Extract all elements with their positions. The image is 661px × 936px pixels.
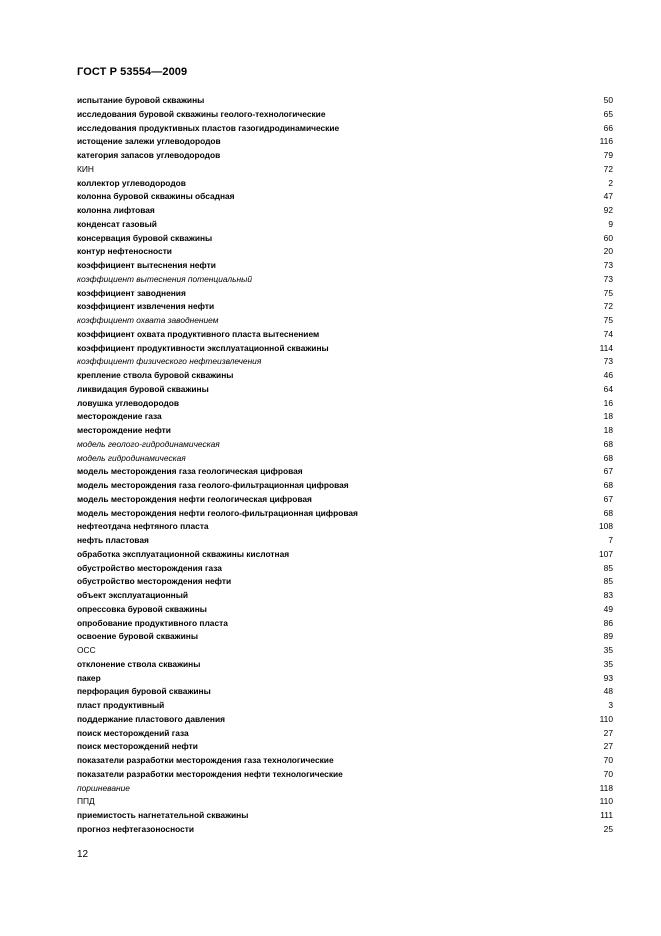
index-entry	[77, 369, 613, 383]
index-entry	[77, 204, 613, 218]
index-entry	[77, 479, 613, 493]
index-term: обустройство месторождения нефти	[77, 576, 232, 587]
index-term: модель месторождения газа геолого-фильтрационная цифровая	[77, 480, 349, 490]
index-page-ref: 67	[603, 466, 613, 477]
index-term: опробование продуктивного пласта	[77, 617, 228, 628]
index-page-ref: 46	[603, 370, 613, 380]
index-term: нефть пластовая	[77, 535, 149, 545]
index-page-ref: 89	[603, 631, 613, 642]
index-term: коллектор углеводородов	[77, 177, 186, 188]
index-term: коэффициент охвата заводнением	[77, 315, 219, 325]
index-entry	[77, 163, 613, 177]
index-term: коэффициент извлечения нефти	[77, 301, 215, 312]
index-term: коэффициент вытеснения потенциальный	[77, 273, 252, 284]
index-entry	[77, 589, 613, 603]
index-page-ref: 47	[603, 191, 613, 202]
index-page-ref: 68	[603, 507, 613, 518]
index-term: модель геолого-гидродинамическая	[77, 438, 220, 449]
index-page-ref: 60	[603, 232, 613, 243]
index-entry	[77, 795, 613, 809]
index-entry	[77, 562, 613, 576]
index-page-ref: 7	[608, 535, 613, 545]
index-term: поиск месторождений нефти	[77, 741, 198, 752]
index-entry	[77, 603, 613, 617]
index-term: объект эксплуатационный	[77, 590, 188, 600]
index-page-ref: 73	[603, 273, 613, 284]
index-entry	[77, 397, 613, 411]
index-page-ref: 66	[603, 122, 613, 133]
index-entry	[77, 259, 613, 273]
index-term: поршневание	[77, 782, 130, 793]
index-entry	[77, 94, 613, 108]
index-term: месторождение газа	[77, 411, 162, 422]
index-term: ППД	[77, 796, 95, 807]
index-page-ref: 9	[608, 218, 613, 229]
index-term: пласт продуктивный	[77, 700, 165, 710]
index-page-ref: 111	[600, 810, 613, 820]
index-entry	[77, 135, 613, 149]
index-page-ref: 114	[599, 342, 613, 353]
index-page-ref: 118	[599, 782, 613, 793]
index-entry	[77, 424, 613, 438]
index-entry	[77, 410, 613, 424]
index-entry	[77, 149, 613, 163]
index-entry	[77, 300, 613, 314]
index-entry	[77, 768, 613, 782]
index-entry	[77, 190, 613, 204]
index-entry	[77, 534, 613, 548]
index-page-ref: 72	[603, 301, 613, 312]
index-term: коэффициент вытеснения нефти	[77, 260, 216, 270]
index-page-ref: 110	[599, 713, 613, 724]
index-entry	[77, 809, 613, 823]
index-page-ref: 2	[608, 177, 613, 188]
index-page-ref: 35	[603, 658, 613, 669]
index-page-ref: 68	[603, 480, 613, 490]
index-page-ref: 18	[603, 425, 613, 435]
index-term: колонна лифтовая	[77, 205, 155, 215]
index-page-ref: 68	[603, 438, 613, 449]
index-page-ref: 35	[603, 645, 613, 655]
index-entry	[77, 438, 613, 452]
index-entry	[77, 314, 613, 328]
index-term: исследования продуктивных пластов газогидродинамические	[77, 122, 340, 133]
index-entry	[77, 727, 613, 741]
index-term: поддержание пластового давления	[77, 713, 225, 724]
index-page-ref: 85	[603, 562, 613, 573]
index-term: истощение залежи углеводородов	[77, 136, 221, 147]
index-term: опрессовка буровой скважины	[77, 603, 207, 614]
index-term: конденсат газовый	[77, 218, 157, 229]
index-page-ref: 70	[603, 768, 613, 779]
index-page-ref: 49	[603, 603, 613, 614]
index-term: испытание буровой скважины	[77, 95, 205, 105]
index-term: показатели разработки месторождения нефти технологические	[77, 768, 343, 779]
index-term: модель месторождения газа геологическая цифровая	[77, 466, 303, 477]
index-page-ref: 73	[603, 356, 613, 367]
index-entry	[77, 465, 613, 479]
index-entry	[77, 658, 613, 672]
alphabetical-index	[77, 94, 613, 837]
index-page-ref: 75	[603, 287, 613, 298]
index-page-ref: 107	[599, 548, 613, 559]
index-term: исследования буровой скважины геолого-технологические	[77, 108, 326, 119]
index-page-ref: 20	[603, 246, 613, 257]
index-term: пакер	[77, 672, 101, 683]
index-page-ref: 108	[599, 521, 613, 532]
index-page-ref: 64	[603, 383, 613, 394]
index-entry	[77, 754, 613, 768]
index-page-ref: 86	[603, 617, 613, 628]
index-term: прогноз нефтегазоносности	[77, 823, 195, 834]
index-page-ref: 18	[603, 411, 613, 422]
index-entry	[77, 740, 613, 754]
index-entry	[77, 177, 613, 191]
index-term: коэффициент заводнения	[77, 287, 186, 298]
index-term: консервация буровой скважины	[77, 232, 213, 243]
index-page-ref: 116	[599, 136, 613, 147]
index-entry	[77, 245, 613, 259]
index-term: ловушка углеводородов	[77, 397, 180, 408]
index-entry	[77, 520, 613, 534]
index-page-ref: 25	[603, 823, 613, 834]
index-term: поиск месторождений газа	[77, 727, 189, 738]
index-page-ref: 73	[603, 260, 613, 270]
index-entry	[77, 713, 613, 727]
index-entry	[77, 548, 613, 562]
index-page-ref: 70	[603, 755, 613, 765]
index-term: колонна буровой скважины обсадная	[77, 191, 235, 202]
index-entry	[77, 232, 613, 246]
index-entry	[77, 287, 613, 301]
index-page-ref: 68	[603, 452, 613, 463]
index-page-ref: 65	[603, 108, 613, 119]
index-page-ref: 74	[603, 328, 613, 339]
index-term: коэффициент охвата продуктивного пласта вытеснением	[77, 328, 320, 339]
index-term: крепление ствола буровой скважины	[77, 370, 234, 380]
index-entry	[77, 452, 613, 466]
index-term: модель гидродинамическая	[77, 452, 186, 463]
index-entry	[77, 507, 613, 521]
index-entry	[77, 644, 613, 658]
index-entry	[77, 218, 613, 232]
index-term: приемистость нагнетательной скважины	[77, 810, 249, 820]
index-page-ref: 72	[603, 163, 613, 174]
index-term: нефтеотдача нефтяного пласта	[77, 521, 209, 532]
index-term: категория запасов углеводородов	[77, 150, 221, 160]
index-term: ОСС	[77, 645, 96, 655]
index-page-ref: 3	[608, 700, 613, 710]
index-page-ref: 85	[603, 576, 613, 587]
index-page-ref: 93	[603, 672, 613, 683]
index-term: модель месторождения нефти геолого-фильтрационная цифровая	[77, 507, 358, 518]
index-page-ref: 83	[603, 590, 613, 600]
index-page-ref: 48	[603, 686, 613, 697]
document-header: ГОСТ Р 53554—2009	[77, 66, 188, 78]
index-page-ref: 75	[603, 315, 613, 325]
index-entry	[77, 699, 613, 713]
index-page-ref: 92	[603, 205, 613, 215]
index-term: обработка эксплуатационной скважины кислотная	[77, 548, 290, 559]
index-entry	[77, 575, 613, 589]
index-entry	[77, 328, 613, 342]
index-term: коэффициент продуктивности эксплуатационной скважины	[77, 342, 329, 353]
index-page-ref: 50	[603, 95, 613, 105]
index-page-ref: 79	[603, 150, 613, 160]
index-entry	[77, 685, 613, 699]
index-term: обустройство месторождения газа	[77, 562, 222, 573]
index-entry	[77, 383, 613, 397]
index-term: ликвидация буровой скважины	[77, 383, 209, 394]
page-number: 12	[77, 849, 89, 860]
index-term: месторождение нефти	[77, 425, 171, 435]
index-entry	[77, 630, 613, 644]
index-term: показатели разработки месторождения газа технологические	[77, 755, 334, 765]
index-entry	[77, 617, 613, 631]
index-entry	[77, 108, 613, 122]
index-page-ref: 27	[603, 727, 613, 738]
index-page-ref: 16	[603, 397, 613, 408]
index-entry	[77, 355, 613, 369]
index-entry	[77, 493, 613, 507]
index-entry	[77, 122, 613, 136]
index-term: коэффициент физического нефтеизвлечения	[77, 356, 262, 367]
index-term: отклонение ствола скважины	[77, 658, 201, 669]
index-entry	[77, 823, 613, 837]
index-page-ref: 67	[603, 493, 613, 504]
index-entry	[77, 782, 613, 796]
index-term: перфорация буровой скважины	[77, 686, 211, 697]
index-term: контур нефтеносности	[77, 246, 172, 257]
index-page-ref: 110	[599, 796, 613, 807]
index-page-ref: 27	[603, 741, 613, 752]
index-entry	[77, 342, 613, 356]
index-entry	[77, 672, 613, 686]
index-entry	[77, 273, 613, 287]
index-term: модель месторождения нефти геологическая цифровая	[77, 493, 312, 504]
index-term: освоение буровой скважины	[77, 631, 198, 642]
index-term: КИН	[77, 163, 94, 174]
